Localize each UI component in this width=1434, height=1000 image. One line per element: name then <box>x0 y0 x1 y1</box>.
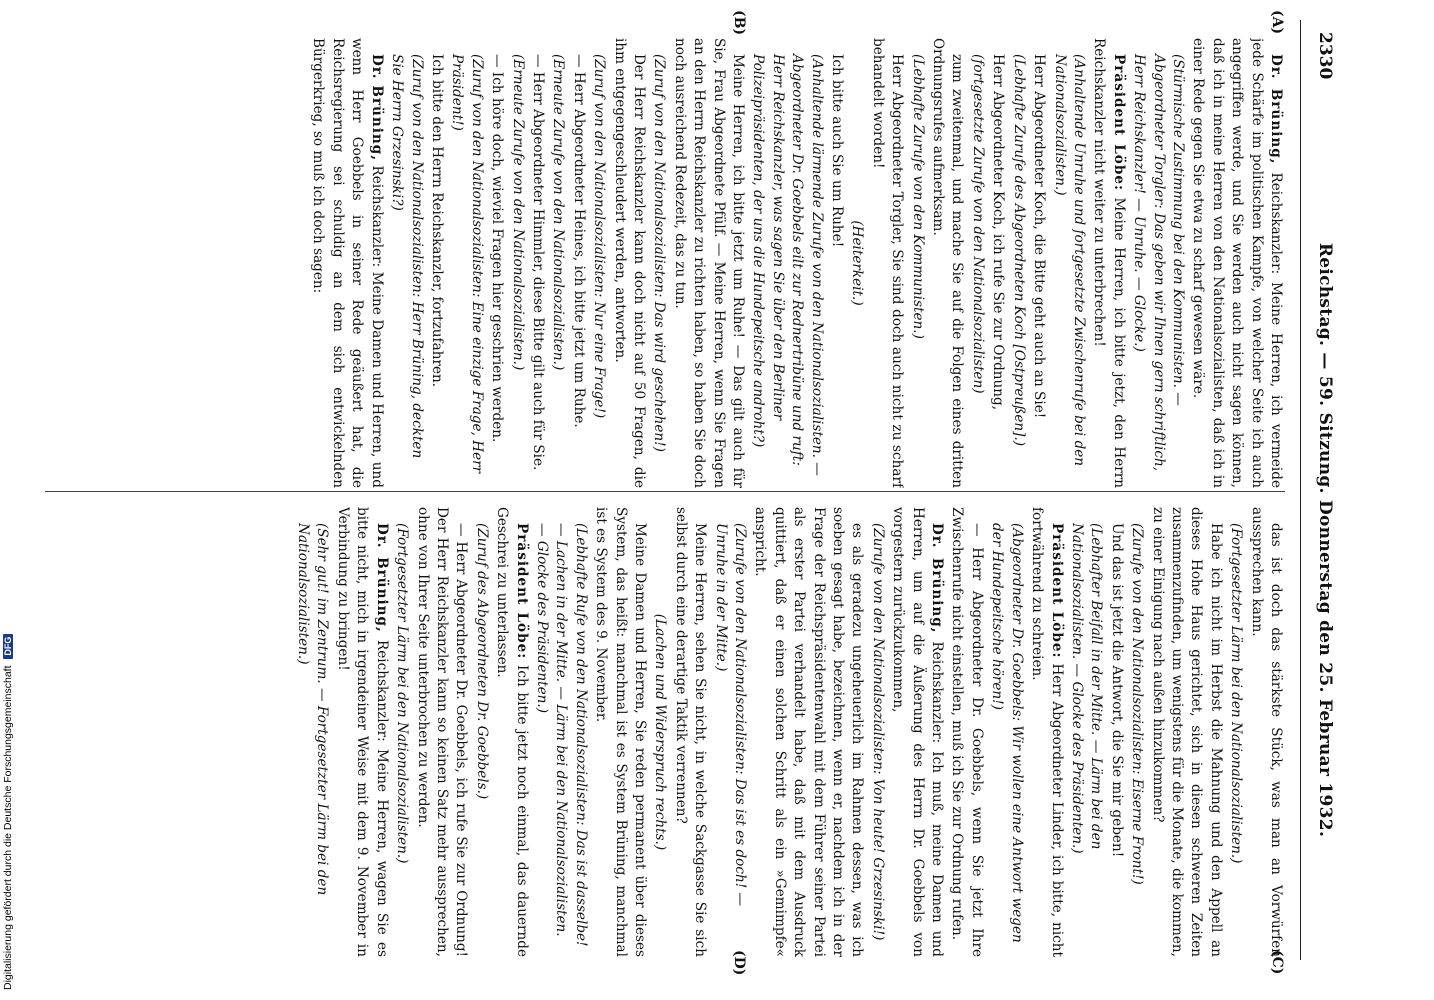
speaker-name: Dr. Brüning, <box>929 523 946 634</box>
speech-paragraph <box>670 507 709 957</box>
stage-direction <box>1226 507 1245 957</box>
speech-paragraph <box>568 38 587 488</box>
stage-direction <box>471 507 490 957</box>
stage-direction <box>748 38 826 488</box>
paragraph-text: (Abgeordneter Dr. Goebbels: Wir wollen eine Antwort wegen der Hundepeitsche hören!) <box>989 523 1025 943</box>
paragraph-text: das ist doch das stärkste Stück, was man an Vorwürfen aussprechen kann. <box>1248 507 1284 957</box>
paragraph-text: Ich bitte auch Sie um Ruhe! <box>829 54 846 248</box>
speaker-role: Reichskanzler: <box>368 165 385 268</box>
paragraph-text: (Fortgesetzter Lärm bei den Nationalsozialisten.) <box>394 523 411 864</box>
speech-paragraph <box>333 507 391 957</box>
stage-direction <box>548 38 567 488</box>
paragraph-text: Meine Herren, ich vermeide jede Schärfe im politischen Kampfe, von welcher Seite ich auch angegriffen werde, und Sie werden auch nicht sagen können, daß ich in meine Herren von den Nationalsozialisten, daß ich in einer Rede gegen Sie etwa zu scharf gewesen wäre. <box>1190 38 1284 488</box>
stage-direction <box>387 38 426 488</box>
paragraph-text: (Sehr gut! im Zentrum. — Fortgesetzter Lärm bei den Nationalsozialisten.) <box>295 523 331 896</box>
stage-direction <box>987 507 1026 957</box>
paragraph-text: es als geradezu ungeheuerlich im Rahmen dessen, was ich soeben gesagt habe, bezeichnen, wenn er, nachdem ich in der Frage der Reichspräsidentenwahl mit dem Führer seiner Partei als erster Partei verhandelt habe, daß mit dem Ausdruck quittiert, daß er einen solchen Schritt als ein »Gemimpfe« anspricht. <box>752 507 866 957</box>
paragraph-text: Herr Abgeordneter Linder, ich bitte, nicht fortwährend zu schreien. <box>1029 507 1065 957</box>
paragraph-text: zum zweitenmal, und mache Sie auf die Folgen eines dritten Ordnungsrufes aufmerksam. <box>930 38 966 488</box>
paragraph-text: Herr Abgeordneter Koch, die Bitte geht auch an Sie! <box>1031 54 1048 419</box>
speech-paragraph <box>928 38 967 488</box>
speech-paragraph <box>750 507 866 957</box>
paragraph-text: Meine Herren, wagen Sie es bitte nicht, mich in irgendeiner Weise mit dem 9. November in Verbindung zu bringen! <box>334 507 390 957</box>
paragraph-text: (Lebhafter Beifall in der Mitte. — Lärm bei den Nationalsozialisten. — Glocke des Präsidenten.) <box>1068 523 1105 854</box>
stage-direction <box>847 38 866 488</box>
paragraph-text: Und das ist jetzt die Antwort, die Sie mir geben! <box>1108 523 1125 858</box>
speech-paragraph <box>1188 38 1285 488</box>
speech-paragraph <box>609 38 648 488</box>
column-divider <box>45 491 1285 492</box>
speech-paragraph <box>867 38 906 488</box>
stage-direction <box>447 38 486 488</box>
stage-direction <box>1008 38 1027 488</box>
stage-direction <box>649 38 668 488</box>
paragraph-text: Ich bitte jetzt noch einmal, das dauernde Geschrei zu unterlassen. <box>494 507 530 957</box>
stage-direction <box>1067 507 1106 957</box>
page-header <box>1300 20 1347 960</box>
stage-direction <box>1129 38 1187 488</box>
paragraph-text: — Herr Abgeordneter Dr. Goebbels, ich rufe Sie zur Ordnung! Der Herr Reichskanzler kann so keinen Satz mehr aussprechen, ohne von Ihrer Seite unterbrochen zu werden. <box>414 507 470 957</box>
speaker-name: Präsident Löbe: <box>1048 523 1065 659</box>
speech-paragraph <box>988 38 1007 488</box>
paragraph-text: Herr Abgeordneter Torgler, Sie sind doch auch nicht zu scharf behandelt worden! <box>869 38 906 488</box>
paragraph-text: (Erneute Zurufe von den Nationalsozialisten.) <box>509 54 526 371</box>
stage-direction <box>532 507 590 957</box>
paragraph-text: (Stürmische Zustimmung bei den Kommunisten. — Abgeordneter Torgler: Das geben wir Ihnen gern schriftlich, Herr Reichskanzler! — Unruhe. — Glocke.) <box>1131 54 1186 472</box>
paragraph-text: (Zurufe von den Nationalsozialisten: Von heute! Grzesinski!) <box>869 523 886 941</box>
paragraph-text: (Lebhafte Zurufe von den Kommunisten.) <box>909 54 926 339</box>
stage-direction <box>1049 38 1088 488</box>
rotated-protocol-page <box>27 10 1347 976</box>
speech-paragraph <box>888 507 946 957</box>
paragraph-text: (Erneute Zurufe von den Nationalsozialisten.) <box>550 54 567 371</box>
stage-direction <box>907 38 926 488</box>
page-title: Reichstag. — 59. Sitzung. Donnerstag den 25. Februar 1932. <box>1315 242 1335 838</box>
paragraph-text: — Herr Abgeordneter Himmler, diese Bitte gilt auch für Sie. <box>529 54 546 471</box>
speech-paragraph <box>591 507 649 957</box>
paragraph-text: (Lachen und Widerspruch rechts.) <box>652 613 669 851</box>
speech-paragraph <box>947 507 986 957</box>
paragraph-text: (Lebhafte Zurufe des Abgeordneten Koch [Ostpreußen].) <box>1010 54 1027 447</box>
speech-paragraph <box>669 38 747 488</box>
paragraph-text: (Fortgesetzter Lärm bei den Nationalsozialisten.) <box>1228 523 1245 864</box>
speech-paragraph <box>1106 507 1125 957</box>
paragraph-text: (Zuruf von den Nationalsozialisten: Das wird geschehen!) <box>651 54 668 452</box>
paragraph-text: Ich muß, meine Damen und Herren, um auf die Äußerung des Herrn Dr. Goebbels von vorgestern zurückzukommen, <box>890 507 946 957</box>
margin-marker-c: (C) <box>1269 950 1285 975</box>
stage-direction <box>392 507 411 957</box>
speech-paragraph <box>528 38 547 488</box>
speech-paragraph <box>1089 38 1128 488</box>
paragraph-text: Meine Damen und Herren, Sie reden permanent über dieses System, das heißt: manchmal ist es System Brüning, manchmal ist es System des 9. November. <box>593 507 648 957</box>
speaker-name: Präsident Löbe: <box>513 523 530 660</box>
speech-paragraph <box>1147 507 1225 957</box>
margin-marker-d: (D) <box>731 950 747 976</box>
paragraph-text: Ich bitte den Herrn Reichskanzler, fortzufahren. <box>428 54 445 388</box>
speaker-role: Reichskanzler: <box>929 641 946 744</box>
paragraph-text: Habe ich nicht im Herbst die Mahnung und den Appell an dieses Hohe Haus gerichtet, sich in diesen schweren Zeiten zusammenzufinden, um wenigstens für die Monate, die kommen, zu einer Einigung nach außen hinzukommen? <box>1149 507 1224 957</box>
stage-direction <box>1127 507 1146 957</box>
speech-paragraph <box>308 38 386 488</box>
paragraph-text: — Ich höre doch, wieviel Fragen hier geschrien werden. <box>489 54 506 443</box>
speech-paragraph <box>1029 38 1048 488</box>
speaker-role: Reichskanzler: <box>1268 172 1284 275</box>
stage-direction <box>968 38 987 488</box>
paragraph-text: Meine Herren, ich bitte jetzt, den Herrn Reichskanzler nicht weiter zu unterbrechen! <box>1091 38 1127 488</box>
paragraph-text: (Zuruf von den Nationalsozialisten: Herr Brüning, deckten Sie Herrn Grzesinski?) <box>389 54 425 459</box>
stage-direction <box>293 507 332 957</box>
paragraph-text: (fortgesetzte Zurufe von den Nationalsozialisten) <box>969 54 986 394</box>
speaker-name: Dr. Brüning, <box>373 523 390 633</box>
paragraph-text: (Zuruf von den Nationalsozialisten: Eine einzige Frage, Herr Präsident!) <box>449 54 485 474</box>
paragraph-text: (Zurufe von den Nationalsozialisten: Das ist es doch! — Unruhe in der Mitte.) <box>712 523 749 907</box>
paragraph-text: Herr Abgeordneter Koch, ich rufe Sie zur Ordnung, <box>990 54 1007 411</box>
page-number: 2330 <box>1315 32 1335 80</box>
paragraph-text: (Zuruf von den Nationalsozialisten: Nur eine Frage!) <box>591 54 608 419</box>
paragraph-text: (Zurufe von den Nationalsozialisten: Eiserne Front!) <box>1129 523 1146 885</box>
dfg-logo: DFG <box>3 634 13 659</box>
paragraph-text: Meine Herren, ich bitte jetzt um Ruhe! — Das gilt auch für Sie, Frau Abgeordnete Pfülf. — Meine Herren, wenn Sie Fragen an den Herrn Reichskanzler zu richten haben, so haben Sie doch noch ausreichend Redezeit, das zu tun. <box>671 38 747 488</box>
speech-paragraph <box>1027 507 1066 957</box>
paragraph-text: — Herr Abgeordneter Dr. Goebbels, wenn Sie jetzt Ihre Zwischenrufe nicht einstellen, muß ich Sie zur Ordnung rufen. <box>949 507 985 957</box>
speaker-name: Präsident Löbe: <box>1110 54 1127 192</box>
paragraph-text: (Anhaltende Unruhe und fortgesetzte Zwischenrufe bei den Nationalsozialisten.) <box>1051 54 1087 467</box>
speech-paragraph <box>1246 507 1285 957</box>
paragraph-text: (Anhaltende lärmende Zurufe von den Nationalsozialisten. — Abgeordneter Dr. Goebbels eilt zur Rednertribüne und ruft: Herr Reichskanzler, was sagen Sie über den Berliner Polizeipräsidenten, der uns die Hundepeitsche androht?) <box>750 54 825 476</box>
speech-paragraph <box>427 38 446 488</box>
credit-text: Digitalisierung gefördert durch die Deutsche Forschungsgemeinschaft <box>2 665 14 990</box>
left-text-column <box>35 38 1285 488</box>
speaker-name: Dr. Brüning, <box>368 54 385 162</box>
margin-marker-b: (B) <box>731 10 747 36</box>
speaker-role: Reichskanzler: <box>373 640 390 742</box>
margin-marker-a: (A) <box>1269 10 1285 35</box>
right-text-column <box>35 507 1285 957</box>
stage-direction <box>867 507 886 957</box>
speaker-name: Dr. Brüning, <box>1268 54 1284 165</box>
speech-paragraph <box>412 507 470 957</box>
paragraph-text: — Herr Abgeordneter Heines, ich bitte jetzt um Ruhe. <box>570 54 587 428</box>
speech-paragraph <box>827 38 846 488</box>
paragraph-text: (Heiterkeit.) <box>849 220 866 306</box>
paragraph-text: Meine Damen und Herren, und wenn Herr Goebbels in seiner Rede geäußert hat, die Reichsregierung sei schuldig an dem sich entwickelnden Bürgerkrieg, so muß ich doch sagen: <box>310 38 385 488</box>
paragraph-text: Meine Herren, sehen Sie nicht, in welche Sackgasse Sie sich selbst durch eine derartige Taktik verrennen? <box>672 507 709 957</box>
paragraph-text: Der Herr Reichskanzler kann doch nicht auf 50 Fragen, die ihm entgegengeschleudert werden, antworten. <box>611 38 647 488</box>
digitization-credit <box>2 634 14 990</box>
stage-direction <box>710 507 749 957</box>
speech-paragraph <box>492 507 531 957</box>
stage-direction <box>650 507 669 957</box>
paragraph-text: (Zuruf des Abgeordneten Dr. Goebbels.) <box>473 523 490 800</box>
stage-direction <box>589 38 608 488</box>
stage-direction <box>507 38 526 488</box>
paragraph-text: (Lebhafte Rufe von den Nationalsozialisten: Das ist dasselbe! — Lachen in der Mitte. — Lärm bei den Nationalsozialisten. — Glocke des Präsidenten.) <box>533 523 589 947</box>
speech-paragraph <box>487 38 506 488</box>
